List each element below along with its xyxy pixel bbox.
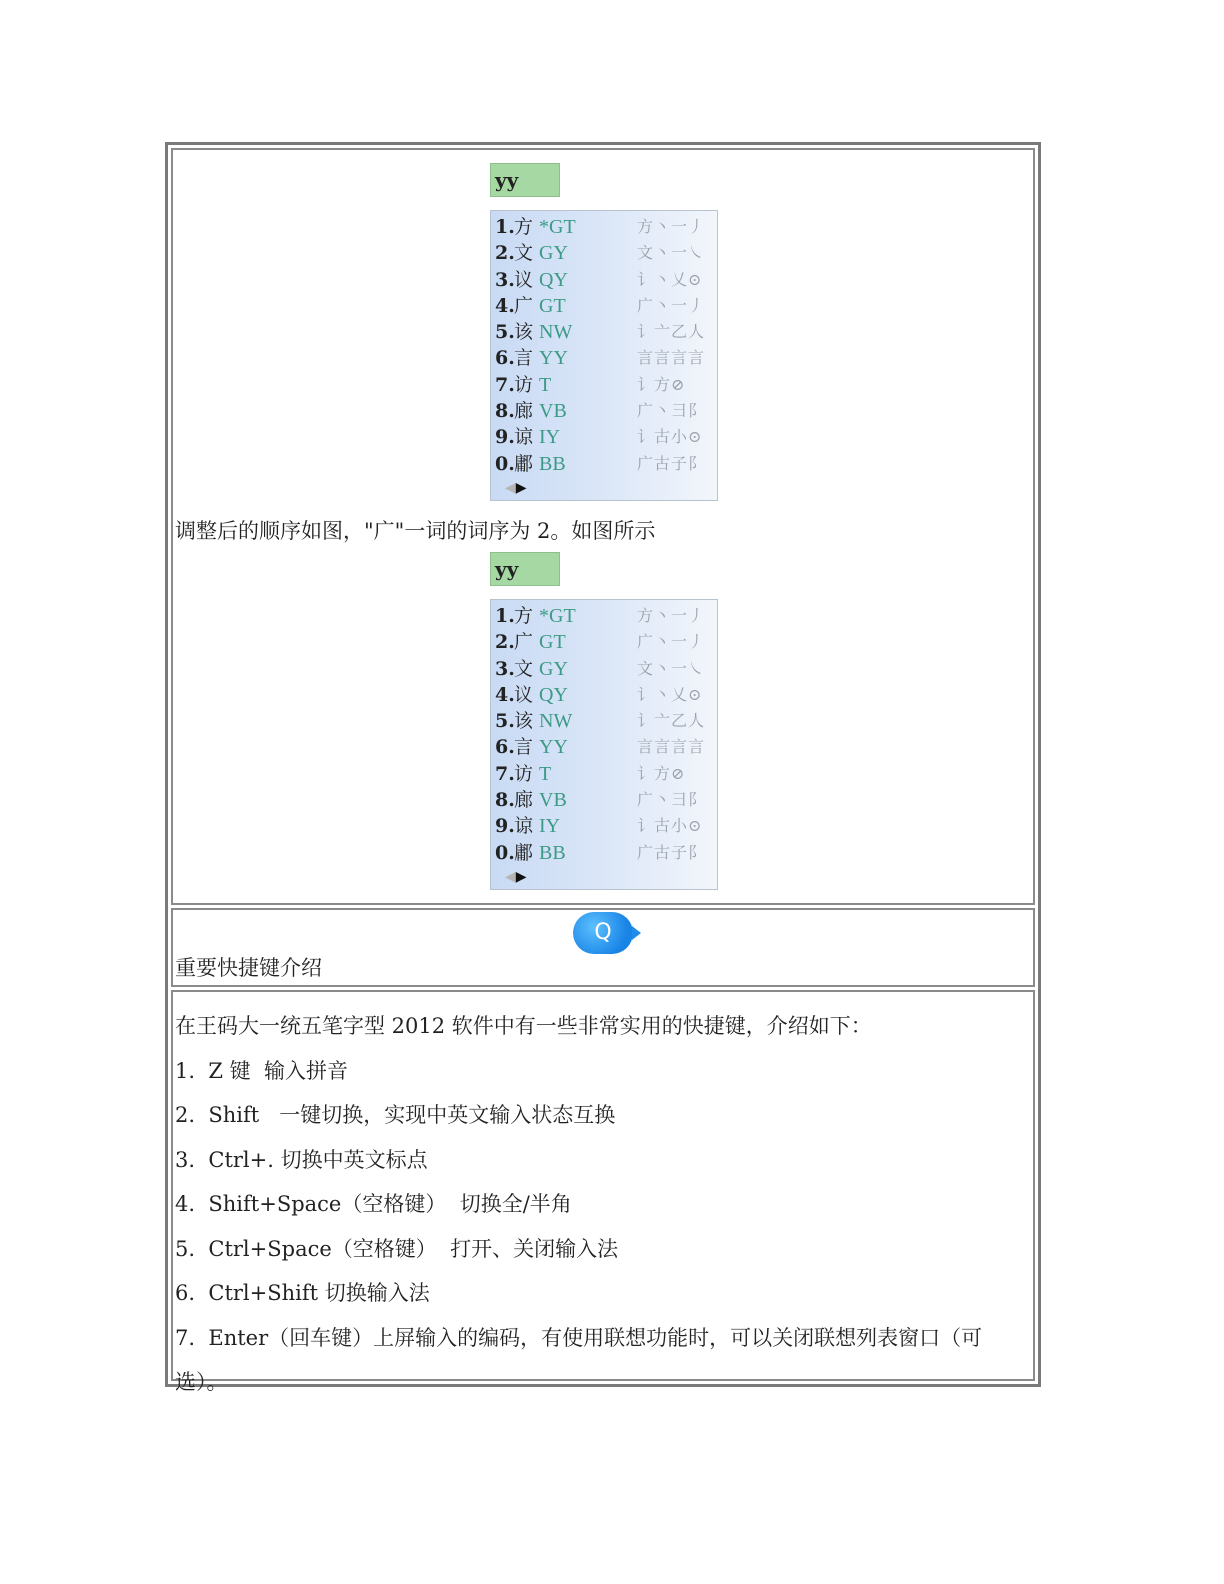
candidate-item[interactable] — [491, 293, 717, 319]
candidate-number: 7. — [495, 373, 515, 396]
candidate-radicals: 广丶彐阝 — [637, 790, 706, 810]
candidate-code: GT — [539, 631, 566, 654]
candidate-radicals: 文丶一㇏ — [637, 243, 706, 263]
candidate-code: YY — [539, 736, 568, 759]
candidate-item[interactable] — [491, 787, 717, 813]
candidate-char: 广 — [514, 631, 534, 654]
candidate-radicals: 讠丶乂⊙ — [637, 269, 703, 289]
candidate-item[interactable] — [491, 240, 717, 266]
candidate-char: 访 — [514, 373, 534, 396]
candidate-char: 言 — [514, 736, 534, 759]
candidate-code: *GT — [539, 216, 576, 238]
candidate-char: 该 — [514, 710, 534, 733]
candidate-item[interactable] — [491, 214, 717, 240]
candidate-char: 议 — [514, 268, 534, 291]
candidate-code: VB — [539, 400, 567, 423]
candidate-number: 7. — [495, 762, 515, 785]
candidate-item[interactable] — [491, 708, 717, 734]
ime-panel-after — [490, 552, 718, 890]
candidate-char: 该 — [514, 321, 534, 344]
candidate-code: BB — [539, 841, 566, 864]
candidate-item[interactable] — [491, 629, 717, 655]
prev-page-icon[interactable]: ◀ — [505, 480, 516, 496]
shortcut-item: 6. Ctrl+Shift 切换输入法 — [175, 1281, 430, 1305]
candidate-code: GT — [539, 294, 566, 317]
candidate-code: *GT — [539, 605, 576, 627]
candidate-item[interactable] — [491, 656, 717, 682]
candidate-code: QY — [539, 683, 568, 706]
candidate-number: 3. — [495, 268, 515, 291]
candidate-char: 访 — [514, 762, 534, 785]
shortcuts-cell — [171, 990, 1035, 1394]
candidate-radicals: 广丶彐阝 — [637, 401, 706, 421]
candidate-item[interactable] — [491, 398, 717, 424]
candidate-item[interactable] — [491, 345, 717, 371]
candidate-item[interactable] — [491, 734, 717, 760]
next-page-icon[interactable]: ▶ — [515, 869, 527, 885]
next-page-icon[interactable]: ▶ — [515, 480, 527, 496]
candidate-number: 9. — [495, 815, 515, 838]
candidate-char: 言 — [514, 347, 534, 370]
page-nav[interactable] — [505, 480, 527, 496]
candidate-char: 鄘 — [514, 452, 534, 475]
candidate-number: 3. — [495, 657, 515, 680]
candidate-item[interactable] — [491, 267, 717, 293]
candidate-item[interactable] — [491, 682, 717, 708]
candidate-radicals: 广丶一丿 — [637, 632, 706, 652]
candidate-number: 6. — [495, 736, 515, 759]
candidate-item[interactable] — [491, 451, 717, 477]
candidate-code: T — [539, 762, 552, 785]
ime-screenshots-cell — [171, 148, 1035, 905]
candidate-number: 1. — [495, 216, 515, 238]
candidate-radicals: 讠亠乙人 — [637, 322, 706, 342]
candidate-radicals: 讠方⊘ — [637, 374, 686, 394]
candidate-radicals: 讠亠乙人 — [637, 711, 706, 731]
candidate-number: 4. — [495, 294, 515, 317]
candidate-char: 议 — [514, 683, 534, 706]
candidate-char: 廊 — [514, 400, 534, 423]
candidate-item[interactable] — [491, 840, 717, 866]
candidate-item[interactable] — [491, 319, 717, 345]
candidate-radicals: 讠古小⊙ — [637, 816, 703, 836]
candidate-radicals: 广古子阝 — [637, 842, 706, 862]
candidate-item[interactable] — [491, 424, 717, 450]
caption-text: 调整后的顺序如图，"广"一词的词序为 2。如图所示 — [175, 519, 656, 543]
candidate-number: 5. — [495, 321, 515, 344]
candidate-number: 1. — [495, 605, 515, 627]
shortcut-item: 4. Shift+Space（空格键） 切换全/半角 — [175, 1192, 572, 1216]
candidate-radicals: 方丶一丿 — [637, 217, 706, 236]
candidate-number: 9. — [495, 426, 515, 449]
candidate-item[interactable] — [491, 603, 717, 629]
candidate-number: 6. — [495, 347, 515, 370]
candidate-char: 方 — [514, 605, 534, 627]
candidate-item[interactable] — [491, 372, 717, 398]
candidate-number: 8. — [495, 400, 515, 423]
candidate-radicals: 方丶一丿 — [637, 606, 706, 625]
shortcuts-intro: 在王码大一统五笔字型 2012 软件中有一些非常实用的快捷键，介绍如下： — [175, 1014, 872, 1038]
shortcut-item: 5. Ctrl+Space（空格键） 打开、关闭输入法 — [175, 1236, 619, 1261]
candidate-radicals: 广古子阝 — [637, 453, 706, 473]
candidate-code: GY — [539, 242, 568, 265]
candidate-char: 方 — [514, 216, 534, 238]
candidate-code: IY — [539, 426, 561, 449]
ime-input-box: yy — [490, 552, 560, 586]
shortcut-item: 2. Shift 一键切换，实现中英文输入状态互换 — [175, 1103, 616, 1127]
candidate-item[interactable] — [491, 813, 717, 839]
candidate-char: 廊 — [514, 789, 534, 812]
candidate-radicals: 讠方⊘ — [637, 763, 686, 783]
candidate-code: IY — [539, 815, 561, 838]
candidate-number: 5. — [495, 710, 515, 733]
section-heading-cell — [171, 908, 1035, 987]
candidate-char: 文 — [514, 657, 534, 680]
shortcut-item: 3. Ctrl+. 切换中英文标点 — [175, 1147, 428, 1172]
candidate-code: VB — [539, 789, 567, 812]
candidate-list — [490, 599, 718, 890]
candidate-code: YY — [539, 347, 568, 370]
candidate-radicals: 广丶一丿 — [637, 295, 706, 315]
candidate-radicals: 讠丶乂⊙ — [637, 684, 703, 704]
candidate-char: 广 — [514, 294, 534, 317]
candidate-radicals: 言言言言 — [637, 737, 706, 757]
shortcut-item: 1. Z 键 输入拼音 — [175, 1058, 349, 1083]
candidate-item[interactable] — [491, 761, 717, 787]
candidate-number: 4. — [495, 683, 515, 706]
candidate-number: 2. — [495, 631, 515, 654]
candidate-number: 2. — [495, 242, 515, 265]
section-title: 重要快捷键介绍 — [175, 956, 322, 980]
shortcut-item: 7. Enter（回车键）上屏输入的编码，有使用联想功能时，可以关闭联想列表窗口（可选）。 — [175, 1325, 983, 1394]
candidate-code: NW — [539, 321, 573, 344]
document-table — [165, 142, 1041, 1394]
ime-panel-before — [490, 163, 718, 501]
candidate-code: QY — [539, 268, 568, 291]
candidate-code: T — [539, 373, 552, 396]
candidate-char: 谅 — [514, 426, 534, 449]
candidate-char: 谅 — [514, 815, 534, 838]
candidate-number: 0. — [495, 841, 515, 864]
candidate-code: NW — [539, 710, 573, 733]
candidate-number: 0. — [495, 452, 515, 475]
candidate-list — [490, 210, 718, 501]
candidate-char: 文 — [514, 242, 534, 265]
ime-input-box: yy — [490, 163, 560, 197]
page-nav[interactable] — [505, 869, 527, 885]
candidate-char: 鄘 — [514, 841, 534, 864]
candidate-radicals: 讠古小⊙ — [637, 427, 703, 447]
candidate-code: BB — [539, 452, 566, 475]
candidate-radicals: 言言言言 — [637, 348, 706, 368]
prev-page-icon[interactable]: ◀ — [505, 869, 516, 885]
candidate-number: 8. — [495, 789, 515, 812]
candidate-code: GY — [539, 657, 568, 680]
q-bubble-icon: Q — [573, 912, 635, 954]
candidate-radicals: 文丶一㇏ — [637, 658, 706, 678]
